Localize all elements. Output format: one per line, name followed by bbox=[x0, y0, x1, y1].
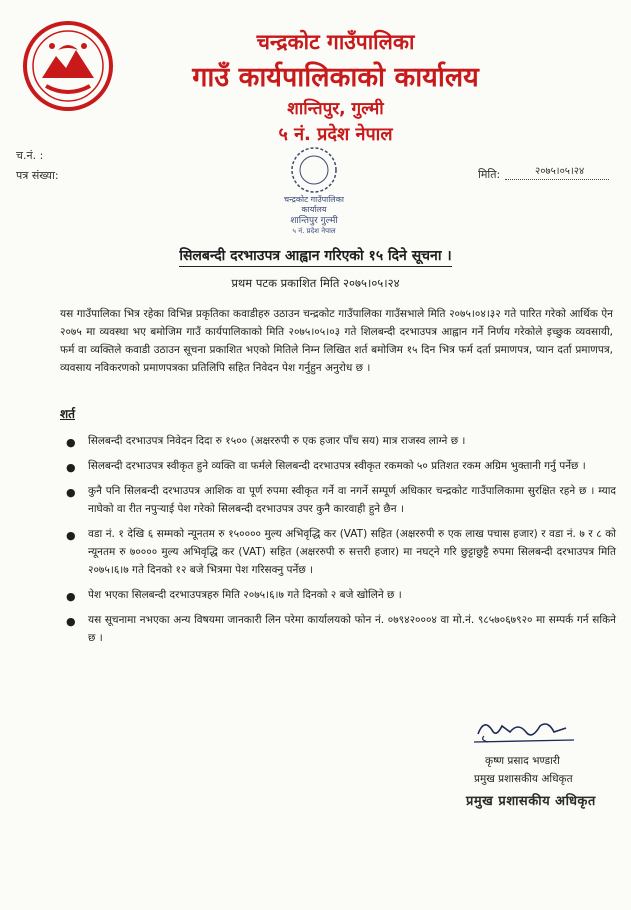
condition-item bbox=[60, 482, 616, 518]
notice-title-text: सिलबन्दी दरभाउपत्र आह्वान गरिएको १५ दिने सूचना । bbox=[179, 248, 451, 267]
condition-text: सिलबन्दी दरभाउपत्र निवेदन दिदा रु १५०० (अक्षररुपी रु एक हजार पाँच सय) मात्र राजस्व लाग्ने छ । bbox=[88, 435, 466, 447]
bullet-icon: ● bbox=[66, 615, 76, 628]
office-name: गाउँ कार्यपालिकाको कार्यालय bbox=[192, 62, 479, 93]
date-underline bbox=[505, 179, 609, 180]
date-value: २०७५।०५।२४ bbox=[535, 166, 585, 177]
condition-item bbox=[60, 586, 616, 604]
condition-text: वडा नं. १ देखि ६ सम्मको न्यूनतम रु १५०००० मुल्य अभिवृद्धि कर (VAT) सहित (अक्षररुपी रु एक लाख पचास हजार) र वडा नं. ७ र ८ को न्यूनतम रु ७०००० मुल्य अभिवृद्धि कर (VAT) सहित (अक्षररुपी रु सत्तरी हजार) मा नघट्ने गरि छुट्टाछुट्टै रुपमा सिलबन्दी दरभाउपत्र मिति २०७५।६।७ गते दिनको १२ बजे भित्रमा पेश गरिसक्नु पर्नेछ । bbox=[88, 528, 616, 576]
seal-line-2: कार्यालय bbox=[301, 205, 327, 214]
condition-text: सिलबन्दी दरभाउपत्र स्वीकृत हुने व्यक्ति वा फर्मले सिलबन्दी दरभाउपत्र स्वीकृत रकमको ५० प्रतिशत रकम अग्रिम भुक्तानी गर्नु पर्नेछ । bbox=[88, 460, 586, 472]
condition-text: यस सूचनामा नभएका अन्य विषयमा जानकारी लिन परेमा कार्यालयको फोन नं. ०७९४२०००४ वा मो.नं. ९८५७०६७९२० मा सम्पर्क गर्न सकिने छ । bbox=[88, 614, 616, 644]
signatory-position: प्रमुख प्रशासकीय अधिकृत bbox=[474, 773, 573, 785]
condition-text: कुनै पनि सिलबन्दी दरभाउपत्र आशिक वा पूर्ण रुपमा स्वीकृत गर्ने वा नगर्ने सम्पूर्ण अधिकार चन्द्रकोट गाउँपालिकामा सुरक्षित रहने छ । म्याद नाघेको वा रीत नपुर्‍याई पेश गरेको सिलबन्दी दरभाउपत्र उपर कुनै कारवाही हुने छैन । bbox=[88, 485, 616, 515]
conditions-list bbox=[60, 432, 616, 654]
notice-body: यस गाउँपालिका भित्र रहेका विभिन्न प्रकृतिका कवाडीहरु उठाउन चन्द्रकोट गाउँपालिका गाउँसभाले मिति २०७५।०४।३२ गते पारित गरेको आर्थिक ऐन २०७५ मा व्यवस्था भए बमोजिम गाउँ कार्यपालिकाको मिति २०७५।०५।०३ गते शिलबन्दी दरभाउपत्र आह्वान गर्ने निर्णय गरेकोले इच्छुक व्यवसायी, फर्म वा व्यक्तिले कवाडी उठाउन सूचना प्रकाशित भएको मितिले निम्न लिखित शर्त बमोजिम १५ दिन भित्र फर्म दर्ता प्रमाणपत्र, प्यान दर्ता प्रमाणपत्र, व्यवसाय नविकरणको प्रमाणपत्रका प्रतिलिपि सहित निवेदन पेश गर्नुहुन अनुरोध छ । bbox=[60, 308, 613, 374]
notice-title bbox=[0, 246, 631, 265]
signatory-name: कृष्ण प्रसाद भण्डारी bbox=[485, 755, 560, 767]
conditions-heading: शर्त bbox=[60, 407, 76, 421]
office-address: शान्तिपुर, गुल्मी bbox=[287, 99, 384, 119]
condition-item bbox=[60, 432, 616, 450]
bullet-icon: ● bbox=[66, 529, 76, 542]
condition-item bbox=[60, 457, 616, 475]
bullet-icon: ● bbox=[66, 461, 76, 474]
seal-line-4: ५ नं. प्रदेश नेपाल bbox=[292, 227, 336, 235]
bullet-icon: ● bbox=[66, 590, 76, 603]
seal-line-1: चन्द्रकोट गाउँपालिका bbox=[284, 195, 344, 204]
bullet-icon: ● bbox=[66, 486, 76, 499]
condition-item bbox=[60, 525, 616, 579]
municipality-name: चन्द्रकोट गाउँपालिका bbox=[256, 30, 415, 54]
bullet-icon: ● bbox=[66, 436, 76, 449]
province-name: ५ नं. प्रदेश नेपाल bbox=[278, 124, 393, 145]
cha-no-label: च.नं. : bbox=[16, 149, 44, 162]
position-stamp: प्रमुख प्रशासकीय अधिकृत bbox=[466, 794, 596, 809]
published-date: प्रथम पटक प्रकाशित मिति २०७५।०५।२४ bbox=[231, 276, 400, 290]
letter-no-label: पत्र संख्या: bbox=[16, 169, 59, 182]
date-label: मिति: bbox=[478, 168, 501, 181]
condition-item bbox=[60, 611, 616, 647]
seal-line-3: शान्तिपुर गुल्मी bbox=[290, 216, 338, 226]
office-seal-icon bbox=[262, 132, 366, 236]
condition-text: पेश भएका सिलबन्दी दरभाउपत्रहरु मिति २०७५।६।७ गते दिनको २ बजे खोलिने छ । bbox=[88, 589, 402, 601]
signature-icon bbox=[470, 712, 580, 748]
